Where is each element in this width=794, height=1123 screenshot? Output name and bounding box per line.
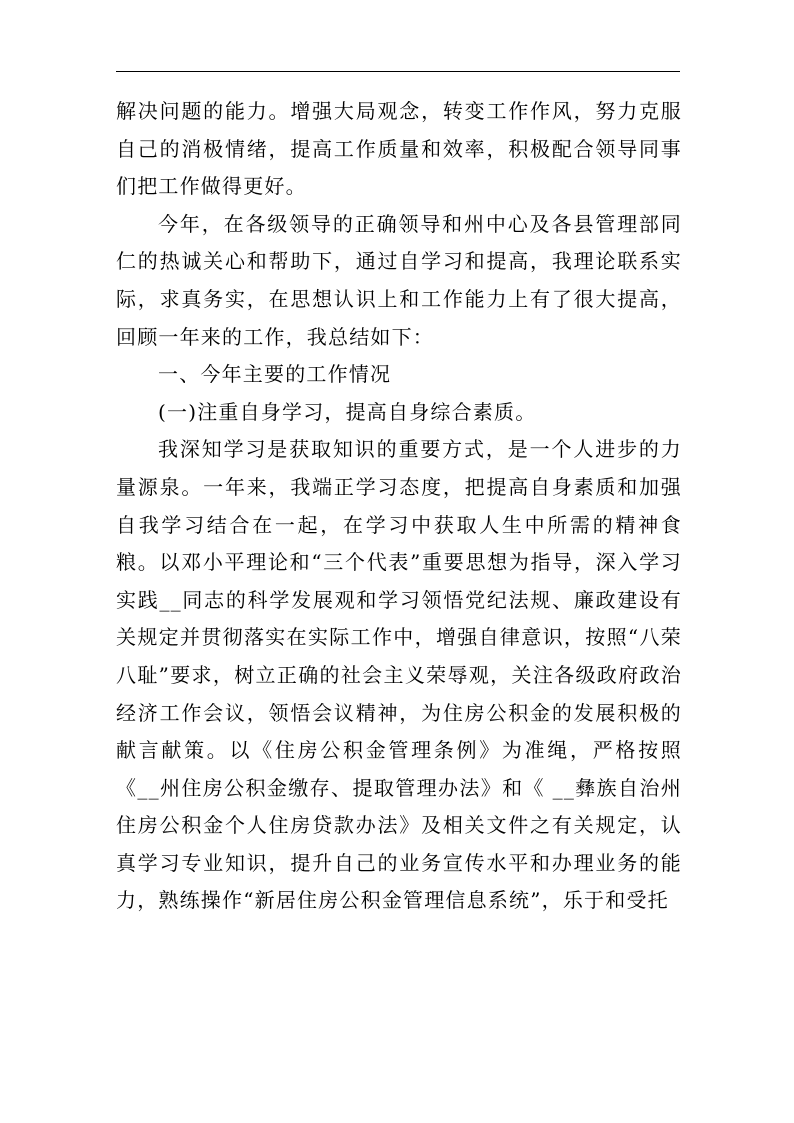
- header-rule: [116, 71, 680, 72]
- paragraph: 我深知学习是获取知识的重要方式，是一个人进步的力量源泉。一年来，我端正学习态度，把提高自身素质和加强自我学习结合在一起，在学习中获取人生中所需的精神食粮。以邓小平理论和“三个代表”重要思想为指导，深入学习实践__同志的科学发展观和学习领悟党纪法规、廉政建设有关规定并贯彻落实在实际工作中，增强自律意识，按照“八荣八耻”要求，树立正确的社会主义荣辱观，关注各级政府政治经济工作会议，领悟会议精神，为住房公积金的发展积极的献言献策。以《住房公积金管理条例》为准绳，严格按照《__州住房公积金缴存、提取管理办法》和《 __彝族自治州住房公积金个人住房贷款办法》及相关文件之有关规定，认真学习专业知识，提升自己的业务宣传水平和办理业务的能力，熟练操作“新居住房公积金管理信息系统”，乐于和受托: [116, 437, 682, 913]
- paragraph: 解决问题的能力。增强大局观念，转变工作作风，努力克服自己的消极情绪，提高工作质量和效率，积极配合领导同事们把工作做得更好。: [116, 99, 682, 199]
- paragraph: 今年，在各级领导的正确领导和州中心及各县管理部同仁的热诚关心和帮助下，通过自学习和提高，我理论联系实际，求真务实，在思想认识上和工作能力上有了很大提高，回顾一年来的工作，我总结如下：: [116, 211, 682, 349]
- document-body: [116, 93, 682, 920]
- subsection-heading: (一)注重自身学习，提高自身综合素质。: [158, 399, 537, 424]
- section-heading: 一、今年主要的工作情况: [158, 362, 392, 387]
